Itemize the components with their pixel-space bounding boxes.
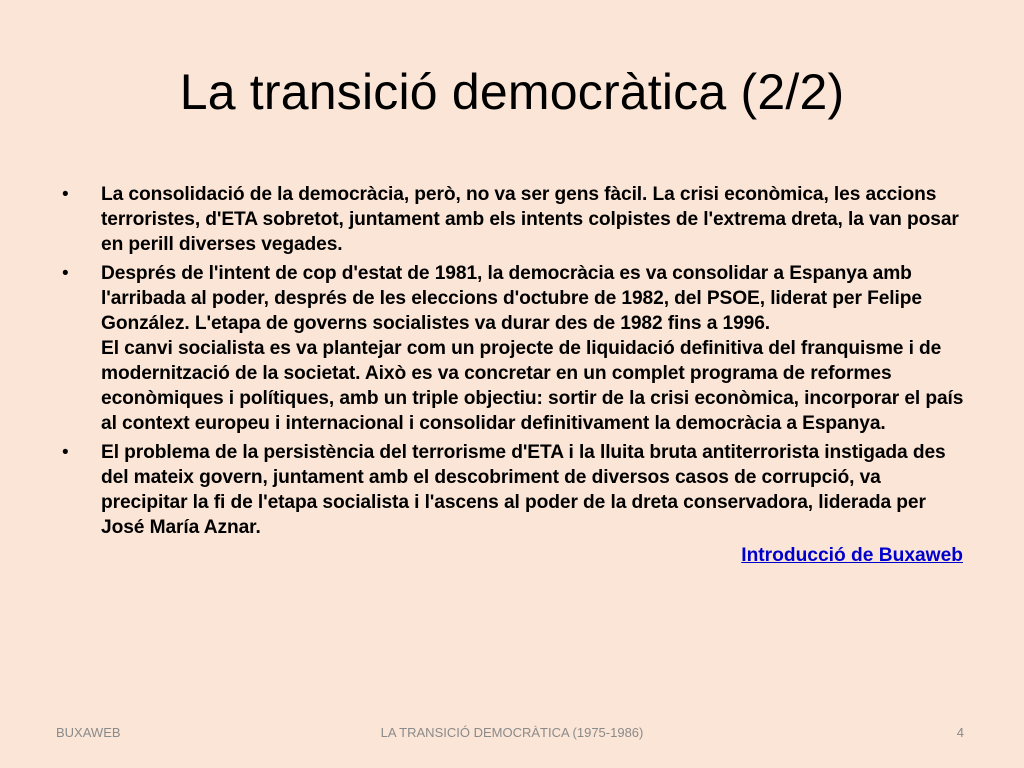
page-number: 4 — [956, 725, 964, 740]
slide-title: La transició democràtica (2/2) — [179, 64, 845, 120]
bullet-text: La consolidació de la democràcia, però, no va ser gens fàcil. La crisi econòmica, les accions terroristes, d'ETA sobretot, juntament amb els intents colpistes de l'extrema dreta, la van posar en perill diverses vegades. — [101, 184, 959, 255]
bullet-text: El canvi socialista es va plantejar com un projecte de liquidació definitiva del franquisme i de modernització de la societat. Això es va concretar en un complet programa de reformes econòmiques i polítiques, amb un triple objectiu: sortir de la crisi econòmica, incorporar el país al context europeu i internacional i consolidar definitivament la democràcia a Espanya. — [101, 338, 964, 434]
bullet-text: Després de l'intent de cop d'estat de 1981, la democràcia es va consolidar a Espanya amb l'arribada al poder, després de les eleccions d'octubre de 1982, del PSOE, liderat per Felipe González. L'etapa de governs socialistes va durar des de 1982 fins a 1996. — [101, 263, 922, 334]
link-row — [62, 543, 967, 568]
bullet-list — [62, 182, 967, 540]
buxaweb-intro-link[interactable]: Introducció de Buxaweb — [741, 545, 963, 566]
bullet-icon: • — [62, 263, 69, 284]
bullet-item — [62, 440, 967, 540]
bullet-item — [62, 261, 967, 436]
bullet-item — [62, 182, 967, 257]
footer-center: LA TRANSICIÓ DEMOCRÀTICA (1975-1986) — [380, 725, 644, 740]
slide-content — [62, 182, 967, 568]
footer-left: BUXAWEB — [56, 725, 121, 740]
bullet-text: El problema de la persistència del terrorisme d'ETA i la lluita bruta antiterrorista instigada des del mateix govern, juntament amb el descobriment de diversos casos de corrupció, va precipitar la fi de l'etapa socialista i l'ascens al poder de la dreta conservadora, liderada per José María Aznar. — [101, 442, 946, 538]
bullet-icon: • — [62, 442, 69, 463]
bullet-icon: • — [62, 184, 69, 205]
